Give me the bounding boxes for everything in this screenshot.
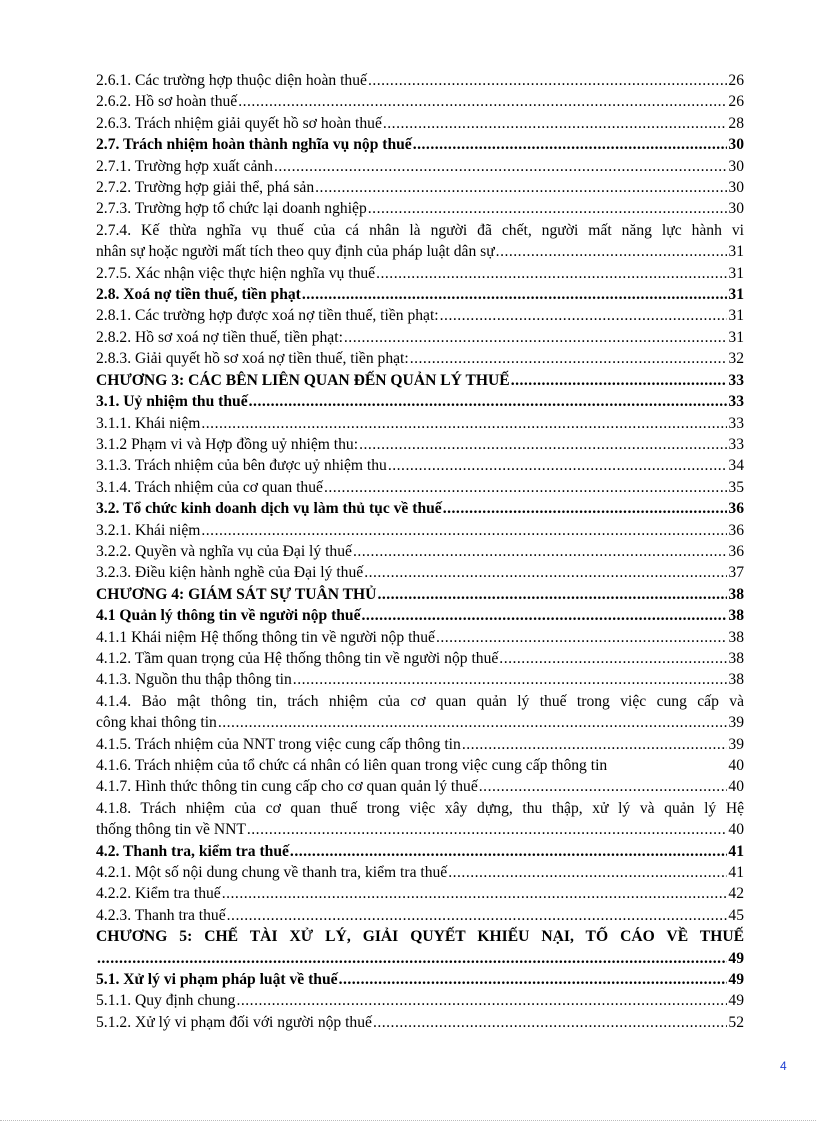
toc-leader-dots <box>410 348 728 369</box>
toc-entry[interactable] <box>96 413 744 434</box>
toc-entry[interactable] <box>96 198 744 219</box>
toc-page-number: 41 <box>728 864 744 882</box>
page-bottom-border <box>0 1120 816 1121</box>
toc-leader-dots <box>315 177 727 198</box>
toc-leader-dots <box>377 584 727 605</box>
toc-entry[interactable] <box>96 627 744 648</box>
toc-entry-title: CHƯƠNG 3: CÁC BÊN LIÊN QUAN ĐẾN QUẢN LÝ THUẾ <box>96 371 510 389</box>
toc-entry-title-line1: 2.7.4. Kế thừa nghĩa vụ thuế của cá nhân là người đã chết, người mất năng lực hành vi <box>96 221 744 239</box>
toc-page-number: 38 <box>728 649 744 667</box>
toc-entry[interactable] <box>96 990 744 1011</box>
toc-leader-dots <box>383 113 728 134</box>
toc-leader-dots <box>201 520 727 541</box>
toc-entry[interactable] <box>96 91 744 112</box>
toc-entry-title: thống thông tin về NNT <box>96 821 246 839</box>
toc-entry-title: 4.1.5. Trách nhiệm của NNT trong việc cung cấp thông tin <box>96 735 461 753</box>
toc-page-number: 30 <box>728 200 744 218</box>
toc-leader-dots <box>376 263 727 284</box>
toc-leader-dots <box>324 477 727 498</box>
toc-entry[interactable] <box>96 348 744 369</box>
toc-entry-title: 2.7.2. Trường hợp giải thể, phá sản <box>96 179 315 197</box>
toc-entry[interactable] <box>96 669 744 690</box>
toc-leader-dots <box>388 455 728 476</box>
toc-page-number: 33 <box>728 414 744 432</box>
toc-entry[interactable] <box>96 70 744 91</box>
toc-entry[interactable] <box>96 776 744 797</box>
toc-entry[interactable] <box>96 284 744 305</box>
toc-entry-title: 2.6.2. Hồ sơ hoàn thuế <box>96 93 238 111</box>
toc-page-number: 39 <box>728 735 744 753</box>
table-of-contents <box>96 70 744 1033</box>
toc-entry[interactable] <box>96 584 744 605</box>
toc-leader-dots <box>440 305 728 326</box>
toc-entry-title: 5.1.2. Xử lý vi phạm đối với người nộp thuế <box>96 1013 372 1031</box>
toc-entry-title: 2.8.3. Giải quyết hồ sơ xoá nợ tiền thuế, tiền phạt: <box>96 350 409 368</box>
toc-entry[interactable] <box>96 370 744 391</box>
toc-leader-dots <box>344 327 728 348</box>
toc-entry-title: 3.1.1. Khái niệm <box>96 414 201 432</box>
toc-page-number: 42 <box>728 885 744 903</box>
toc-entry[interactable] <box>96 520 744 541</box>
toc-entry[interactable] <box>96 926 744 969</box>
toc-leader-dots <box>339 969 728 990</box>
toc-leader-dots <box>227 905 728 926</box>
toc-leader-dots <box>274 156 727 177</box>
toc-page-number: 31 <box>728 328 744 346</box>
toc-entry-title: 3.2.2. Quyền và nghĩa vụ của Đại lý thuế <box>96 542 352 560</box>
toc-leader-dots <box>359 434 727 455</box>
toc-entry-title: 2.6.1. Các trường hợp thuộc diện hoàn thuế <box>96 72 367 89</box>
toc-entry-title: 2.7.3. Trường hợp tổ chức lại doanh nghiệp <box>96 200 367 218</box>
toc-entry-title: 4.2. Thanh tra, kiểm tra thuế <box>96 842 289 860</box>
toc-entry[interactable] <box>96 434 744 455</box>
toc-page-number: 30 <box>728 179 744 197</box>
toc-page-number: 33 <box>728 393 744 411</box>
toc-leader-dots <box>302 284 728 305</box>
toc-page-number: 35 <box>728 478 744 496</box>
toc-leader-dots <box>479 776 728 797</box>
toc-leader-dots <box>368 70 727 91</box>
toc-entry-title: 4.2.2. Kiểm tra thuế <box>96 885 221 903</box>
toc-page-number: 39 <box>728 714 744 732</box>
toc-page-number: 49 <box>728 971 744 989</box>
toc-entry[interactable] <box>96 541 744 562</box>
toc-page-number: 40 <box>728 778 744 796</box>
toc-entry[interactable] <box>96 327 744 348</box>
toc-entry-title: 2.7.1. Trường hợp xuất cảnh <box>96 157 273 175</box>
toc-entry-title: 2.7. Trách nhiệm hoàn thành nghĩa vụ nộp thuế <box>96 136 412 154</box>
toc-leader-dots <box>511 370 728 391</box>
toc-page-number: 38 <box>728 607 744 625</box>
toc-page-number: 32 <box>728 350 744 368</box>
toc-entry-title: 4.1.1 Khái niệm Hệ thống thông tin về người nộp thuế <box>96 628 435 646</box>
toc-leader-dots <box>362 605 728 626</box>
toc-leader-dots <box>247 819 728 840</box>
toc-entry[interactable] <box>96 562 744 583</box>
toc-entry[interactable] <box>96 220 744 263</box>
toc-page-number: 28 <box>728 114 744 132</box>
toc-entry[interactable] <box>96 156 744 177</box>
toc-page-number: 38 <box>728 671 744 689</box>
toc-entry-title: 3.1.2 Phạm vi và Hợp đồng uỷ nhiệm thu: <box>96 435 359 453</box>
toc-entry-title: 4.1.7. Hình thức thông tin cung cấp cho cơ quan quản lý thuế <box>96 778 478 796</box>
toc-page-number: 31 <box>728 307 744 325</box>
toc-entry-title: 5.1.1. Quy định chung <box>96 992 236 1010</box>
toc-leader-dots <box>462 734 728 755</box>
toc-entry-title: 3.2. Tổ chức kinh doanh dịch vụ làm thủ tục về thuế <box>96 500 442 518</box>
toc-leader-dots <box>436 627 727 648</box>
toc-entry[interactable] <box>96 798 744 841</box>
toc-entry-title: 2.7.5. Xác nhận việc thực hiện nghĩa vụ thuế <box>96 264 376 282</box>
toc-entry[interactable] <box>96 477 744 498</box>
toc-entry[interactable] <box>96 134 744 155</box>
toc-entry[interactable] <box>96 755 744 776</box>
toc-entry[interactable] <box>96 734 744 755</box>
toc-entry[interactable] <box>96 305 744 326</box>
toc-leader-dots <box>448 862 727 883</box>
toc-entry-title: 4.1.6. Trách nhiệm của tổ chức cá nhân có liên quan trong việc cung cấp thông tin <box>96 757 608 774</box>
toc-entry[interactable] <box>96 177 744 198</box>
toc-page-number: 30 <box>728 157 744 175</box>
toc-entry[interactable] <box>96 455 744 476</box>
toc-page-number: 36 <box>728 500 744 518</box>
toc-entry-title: 4.2.1. Một số nội dung chung về thanh tra, kiểm tra thuế <box>96 864 448 882</box>
toc-entry[interactable] <box>96 498 744 519</box>
toc-entry-title: 5.1. Xử lý vi phạm pháp luật về thuế <box>96 971 338 989</box>
toc-entry[interactable] <box>96 905 744 926</box>
toc-page-number: 34 <box>728 457 744 475</box>
toc-entry-title: nhân sự hoặc người mất tích theo quy định của pháp luật dân sự <box>96 243 495 261</box>
toc-entry[interactable] <box>96 1012 744 1033</box>
toc-page-number: 45 <box>728 906 744 924</box>
toc-page-number: 36 <box>728 542 744 560</box>
toc-leader-dots <box>353 541 727 562</box>
toc-entry[interactable] <box>96 883 744 904</box>
toc-leader-dots <box>499 648 727 669</box>
toc-page-number: 40 <box>728 757 744 774</box>
toc-page-number: 38 <box>728 585 744 603</box>
toc-entry[interactable] <box>96 862 744 883</box>
toc-leader-dots <box>373 1012 727 1033</box>
toc-page-number: 33 <box>728 435 744 453</box>
toc-entry[interactable] <box>96 391 744 412</box>
toc-page-number: 49 <box>728 949 744 967</box>
toc-entry-title: 3.2.3. Điều kiện hành nghề của Đại lý thuế <box>96 564 364 582</box>
toc-page-number: 31 <box>728 243 744 261</box>
toc-page-number: 36 <box>728 521 744 539</box>
toc-page-number: 41 <box>728 842 744 860</box>
toc-leader-dots <box>238 91 727 112</box>
toc-entry-title: 2.6.3. Trách nhiệm giải quyết hồ sơ hoàn thuế <box>96 114 382 132</box>
toc-leader-dots <box>368 198 728 219</box>
toc-page-number: 38 <box>728 628 744 646</box>
toc-entry-title: 3.1. Uỷ nhiệm thu thuế <box>96 393 248 411</box>
toc-leader-dots <box>201 413 727 434</box>
toc-leader-dots <box>443 498 728 519</box>
toc-entry-title: 3.2.1. Khái niệm <box>96 521 201 539</box>
toc-entry-title: 4.1.2. Tầm quan trọng của Hệ thống thông tin về người nộp thuế <box>96 649 499 667</box>
toc-entry-title: 4.1 Quản lý thông tin về người nộp thuế <box>96 607 361 625</box>
toc-entry[interactable] <box>96 648 744 669</box>
toc-leader-dots <box>364 562 727 583</box>
toc-entry-title: CHƯƠNG 4: GIÁM SÁT SỰ TUÂN THỦ <box>96 585 377 603</box>
toc-page-number: 33 <box>728 371 744 389</box>
toc-entry-title: công khai thông tin <box>96 714 217 732</box>
toc-page-number: 40 <box>728 821 744 839</box>
toc-entry[interactable] <box>96 969 744 990</box>
toc-leader-dots <box>496 241 728 262</box>
toc-leader-dots <box>293 669 728 690</box>
toc-leader-dots <box>249 391 728 412</box>
toc-entry[interactable] <box>96 263 744 284</box>
toc-entry[interactable] <box>96 113 744 134</box>
toc-entry-title: 4.1.3. Nguồn thu thập thông tin <box>96 671 292 689</box>
toc-entry-title: 4.2.3. Thanh tra thuế <box>96 906 226 924</box>
toc-entry-title: 3.1.4. Trách nhiệm của cơ quan thuế <box>96 478 323 496</box>
page-number: 4 <box>780 1059 787 1073</box>
toc-page-number: 52 <box>728 1013 744 1031</box>
toc-entry[interactable] <box>96 841 744 862</box>
toc-page-number: 26 <box>728 93 744 111</box>
toc-page-number: 26 <box>728 72 744 89</box>
toc-leader-dots <box>97 948 727 969</box>
toc-leader-dots <box>222 883 728 904</box>
toc-leader-dots <box>413 134 728 155</box>
toc-entry-title: 2.8. Xoá nợ tiền thuế, tiền phạt <box>96 286 301 304</box>
toc-page-number: 49 <box>728 992 744 1010</box>
toc-entry[interactable] <box>96 691 744 734</box>
toc-page-number: 31 <box>728 286 744 304</box>
toc-entry[interactable] <box>96 605 744 626</box>
toc-entry-title: 3.1.3. Trách nhiệm của bên được uỷ nhiệm thu <box>96 457 387 475</box>
toc-entry-title-line1: CHƯƠNG 5: CHẾ TÀI XỬ LÝ, GIẢI QUYẾT KHIẾU NẠI, TỐ CÁO VỀ THUẾ <box>96 928 744 946</box>
toc-page-number: 30 <box>728 136 744 154</box>
toc-entry-title-line1: 4.1.8. Trách nhiệm của cơ quan thuế trong việc xây dựng, thu thập, xử lý và quản lý Hệ <box>96 799 744 817</box>
toc-leader-dots <box>236 990 727 1011</box>
toc-leader-dots <box>218 712 728 733</box>
toc-page-number: 37 <box>728 564 744 582</box>
toc-entry-title-line1: 4.1.4. Bảo mật thông tin, trách nhiệm của cơ quan quản lý thuế trong việc cung cấp và <box>96 692 744 710</box>
toc-entry-title: 2.8.1. Các trường hợp được xoá nợ tiền thuế, tiền phạt: <box>96 307 439 325</box>
toc-leader-dots <box>290 841 727 862</box>
toc-entry-title: 2.8.2. Hồ sơ xoá nợ tiền thuế, tiền phạt: <box>96 328 343 346</box>
toc-page-number: 31 <box>728 264 744 282</box>
